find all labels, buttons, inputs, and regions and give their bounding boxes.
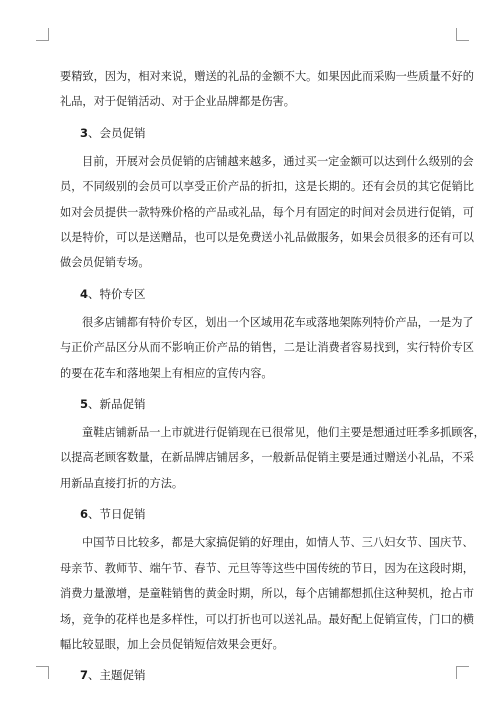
section-5 (60, 390, 485, 496)
section-6 (60, 500, 474, 657)
section-separator: 、 (88, 668, 100, 683)
section-number: 7 (80, 668, 89, 683)
section-number: 6 (80, 507, 89, 522)
section-number: 5 (80, 397, 89, 412)
section-4 (60, 280, 474, 386)
crop-mark-bottom-left (36, 666, 49, 679)
crop-mark-top-right (456, 28, 469, 41)
crop-mark-top-left (36, 28, 49, 41)
section-7 (60, 661, 442, 689)
section-separator: 、 (88, 507, 100, 522)
paragraph-line: 与正价产品区分从而不影响正价产品的销售，二是让消费者容易找到，实行特价专区 (60, 341, 474, 355)
intro-paragraph (60, 64, 474, 115)
section-separator: 、 (88, 286, 100, 301)
intro-line: 礼品，对于促销活动、对于企业品牌都是伤害。 (60, 95, 295, 109)
section-3 (60, 119, 474, 276)
paragraph-line: 幅比较显眼，加上会员促销短信效果会更好。 (60, 637, 284, 651)
paragraph-line: 中国节日比较多，都是大家搞促销的好理由，如情人节、三八妇女节、国庆节、 (82, 536, 474, 550)
section-title: 会员促销 (99, 125, 146, 140)
section-heading (80, 390, 442, 418)
section-separator: 、 (88, 397, 100, 412)
section-title: 主题促销 (99, 668, 146, 683)
intro-line: 要精致，因为，相对来说，赠送的礼品的金额不大。如果因此而采购一些质量不好的 (60, 70, 474, 83)
section-paragraph (60, 149, 474, 276)
section-paragraph (60, 420, 485, 496)
section-number: 3 (80, 125, 89, 140)
section-number: 4 (80, 286, 89, 301)
section-heading (80, 500, 442, 528)
crop-mark-bottom-right (456, 666, 469, 679)
paragraph-line: 做会员促销专场。 (60, 256, 150, 270)
paragraph-line: 以提高老顾客数量，在新品牌店铺居多，一般新品促销主要是通过赠送小礼品，不采 (60, 451, 474, 465)
section-paragraph (60, 530, 474, 657)
document-body (60, 64, 485, 691)
paragraph-line: 以是特价，可以是送赠品，也可以是免费送小礼品做服务，如果会员很多的还有可以 (60, 231, 474, 245)
paragraph-line: 消费力量激增，是童鞋销售的黄金时期，所以，每个店铺都想抓住这种契机，抢占市 (60, 587, 474, 601)
section-paragraph (60, 310, 474, 386)
paragraph-line: 很多店铺都有特价专区，划出一个区域用花车或落地架陈列特价产品，一是为了 (82, 315, 474, 329)
paragraph-line: 如对会员提供一款特殊价格的产品或礼品，每个月有固定的时间对会员进行促销，可 (60, 205, 474, 219)
section-separator: 、 (88, 125, 100, 140)
section-heading (80, 280, 442, 308)
section-heading (80, 661, 442, 689)
paragraph-line: 的要在花车和落地架上有相应的宣传内容。 (60, 366, 273, 380)
paragraph-line: 场，竞争的花样也是多样性，可以打折也可以送礼品。最好配上促销宣传，门口的横 (60, 612, 474, 626)
section-title: 节日促销 (99, 507, 146, 522)
paragraph-line: 用新品直接打折的方法。 (60, 476, 184, 490)
paragraph-line: 母亲节、教师节、端午节、春节、元旦等等这些中国传统的节日，因为在这段时期， (60, 561, 474, 575)
section-heading (80, 119, 442, 147)
section-title: 特价专区 (99, 286, 146, 301)
paragraph-line: 童鞋店铺新品一上市就进行促销现在已很常见，他们主要是想通过旺季多抓顾客， (82, 426, 485, 440)
paragraph-line: 员，不同级别的会员可以享受正价产品的折扣，这是长期的。还有会员的其它促销比 (60, 180, 474, 194)
section-title: 新品促销 (99, 397, 146, 412)
paragraph-line: 目前，开展对会员促销的店铺越来越多，通过买一定金额可以达到什么级别的会 (82, 154, 474, 168)
